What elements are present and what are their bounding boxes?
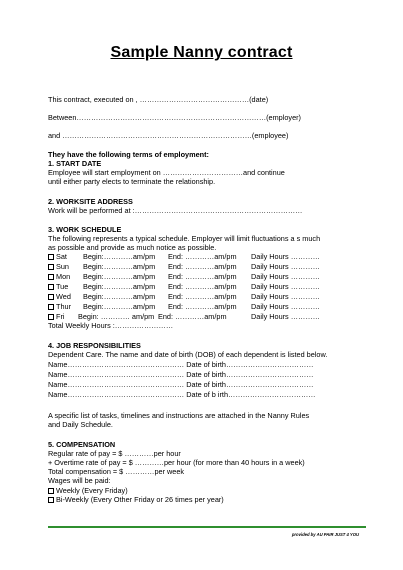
dependent-care-text: Dependent Care. The name and date of birth (DOB) of each dependent is listed below. — [48, 350, 328, 359]
checkbox[interactable] — [48, 264, 54, 270]
checkbox[interactable] — [48, 254, 54, 260]
schedule-row-thur: Thur Begin:…………am/pm End: …………am/pm Daily Hours ………… — [48, 302, 71, 311]
dependent-row: Name………………………………………… Date of birth……………………………… — [48, 370, 314, 379]
work-schedule-heading: 3. WORK SCHEDULE — [48, 225, 122, 234]
overtime-rate-line: + Overtime rate of pay = $ …………per hour (for more than 40 hours in a week) — [48, 458, 305, 467]
checkbox[interactable] — [48, 497, 54, 503]
schedule-row-sun: Sun Begin:…………am/pm End: …………am/pm Daily Hours ………… — [48, 262, 69, 271]
checkbox[interactable] — [48, 304, 54, 310]
worksite-address-line: Work will be performed at :…………………………………………………………… — [48, 206, 303, 215]
job-responsibilities-heading: 4. JOB RESPONSIBILITIES — [48, 341, 141, 350]
executed-date-line: This contract, executed on , ………………………………………(date) — [48, 95, 269, 104]
schedule-text-2: as possible and provide as much notice as possible. — [48, 243, 217, 252]
start-date-text: Employee will start employment on ……………………………and continue — [48, 168, 285, 177]
tasks-note-2: and Daily Schedule. — [48, 420, 113, 429]
schedule-row-wed: Wed Begin:…………am/pm End: …………am/pm Daily Hours ………… — [48, 292, 71, 301]
dependent-row: Name………………………………………… Date of birth……………………………… — [48, 380, 314, 389]
schedule-row-tue: Tue Begin:…………am/pm End: …………am/pm Daily Hours ………… — [48, 282, 68, 291]
dependent-row: Name………………………………………… Date of birth……………………………… — [48, 360, 314, 369]
checkbox[interactable] — [48, 488, 54, 494]
schedule-text: The following represents a typical schedule. Employer will limit fluctuations a s much — [48, 234, 321, 243]
start-date-heading: 1. START DATE — [48, 159, 102, 168]
schedule-row-sat: Sat Begin:…………am/pm End: …………am/pm Daily Hours ………… — [48, 252, 67, 261]
weekly-option: Weekly (Every Friday) — [48, 486, 128, 495]
checkbox[interactable] — [48, 294, 54, 300]
dependent-row: Name………………………………………… Date of b irth……………………………… — [48, 390, 316, 399]
checkbox[interactable] — [48, 314, 54, 320]
tasks-note: A specific list of tasks, timelines and instructions are attached in the Nanny Rules — [48, 411, 310, 420]
checkbox[interactable] — [48, 284, 54, 290]
footer-divider — [48, 526, 366, 528]
schedule-row-mon: Mon Begin:…………am/pm End: …………am/pm Daily Hours ………… — [48, 272, 70, 281]
compensation-heading: 5. COMPENSATION — [48, 440, 116, 449]
start-date-text-2: until either party elects to terminate the relationship. — [48, 177, 216, 186]
employee-line: and ……………………………………………………………………(employee) — [48, 131, 289, 140]
total-compensation-line: Total compensation = $ …………per week — [48, 467, 185, 476]
schedule-row-fri: Fri Begin: ………… am/pm End: …………am/pm Daily Hours ………… — [48, 312, 65, 321]
terms-heading: They have the following terms of employment: — [48, 150, 209, 159]
regular-rate-line: Regular rate of pay = $ …………per hour — [48, 449, 181, 458]
worksite-heading: 2. WORKSITE ADDRESS — [48, 197, 133, 206]
employer-line: Between……………………………………………………………………(employer) — [48, 113, 301, 122]
wages-paid-label: Wages will be paid: — [48, 476, 111, 485]
total-weekly-hours: Total Weekly Hours :…………………… — [48, 321, 174, 330]
page-title: Sample Nanny contract — [110, 44, 293, 61]
biweekly-option: Bi-Weekly (Every Other Friday or 26 times per year) — [48, 495, 224, 504]
footer-credit: provided by AU PAIR JUST 4 YOU — [291, 532, 359, 537]
checkbox[interactable] — [48, 274, 54, 280]
